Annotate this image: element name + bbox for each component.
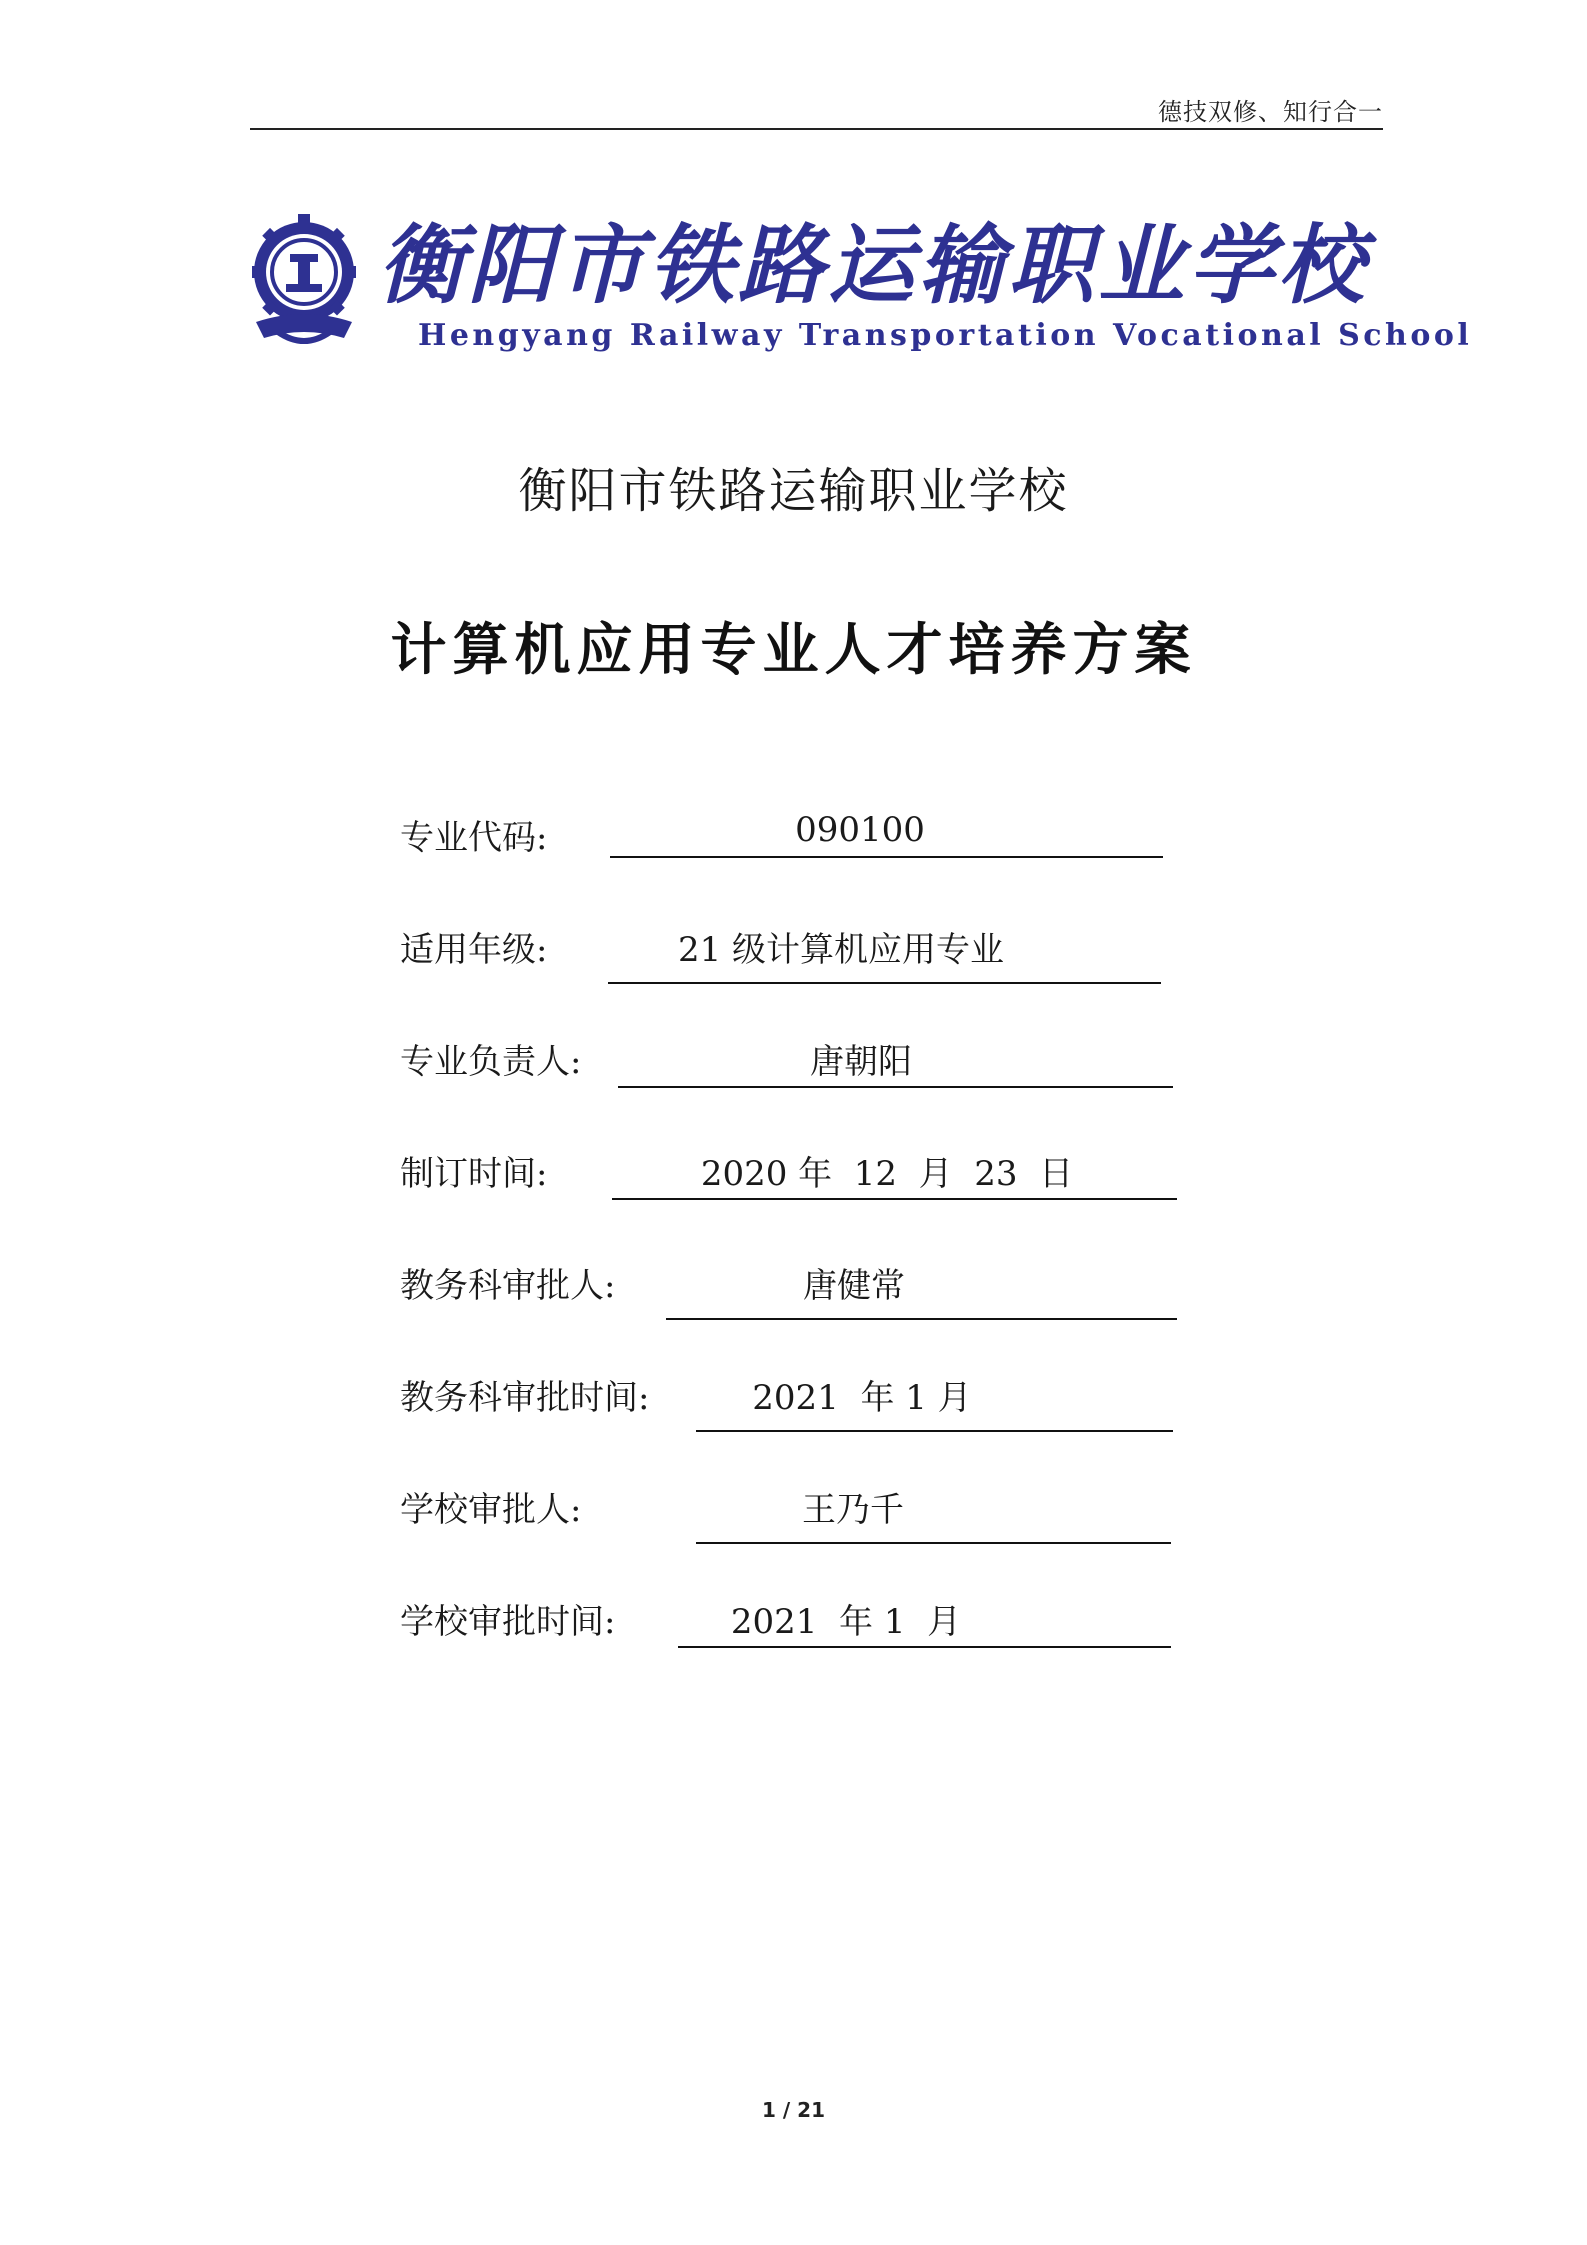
form-value: 唐健常	[803, 1266, 905, 1306]
form-value: 2020 年 12 月 23 日	[700, 1154, 1074, 1194]
form-underline	[696, 1430, 1173, 1432]
form-label: 专业负责人:	[400, 1042, 582, 1082]
form-label: 学校审批时间:	[400, 1602, 616, 1642]
form-underline	[610, 856, 1163, 858]
form-underline	[666, 1318, 1177, 1320]
document-title: 计算机应用专业人才培养方案	[390, 618, 1197, 683]
logo-english-name: Hengyang Railway Transportation Vocational School	[418, 318, 1473, 353]
form-label: 学校审批人:	[400, 1490, 582, 1530]
header-divider	[250, 128, 1383, 130]
form-value: 2021 年 1 月	[730, 1602, 962, 1642]
form-underline	[678, 1646, 1171, 1648]
form-value: 21 级计算机应用专业	[677, 930, 1005, 970]
form-label: 专业代码:	[400, 818, 548, 858]
form-label: 适用年级:	[400, 930, 548, 970]
school-name: 衡阳市铁路运输职业学校	[518, 463, 1069, 519]
form-value: 王乃千	[802, 1490, 904, 1530]
form-underline	[696, 1542, 1171, 1544]
form-value: 090100	[795, 810, 925, 850]
page-number: 1 / 21	[762, 2098, 825, 2122]
form-label: 制订时间:	[400, 1154, 548, 1194]
form-label: 教务科审批人:	[400, 1266, 616, 1306]
form-underline	[612, 1198, 1177, 1200]
header-motto: 德技双修、知行合一	[1158, 98, 1383, 126]
school-emblem-icon	[248, 210, 360, 355]
form-underline	[618, 1086, 1173, 1088]
logo-chinese-name: 衡阳市铁路运输职业学校	[378, 215, 1368, 316]
form-label: 教务科审批时间:	[400, 1378, 650, 1418]
form-value: 2021 年 1 月	[752, 1378, 972, 1418]
form-value: 唐朝阳	[810, 1042, 912, 1082]
school-logo	[248, 210, 1473, 360]
form-underline	[608, 982, 1161, 984]
